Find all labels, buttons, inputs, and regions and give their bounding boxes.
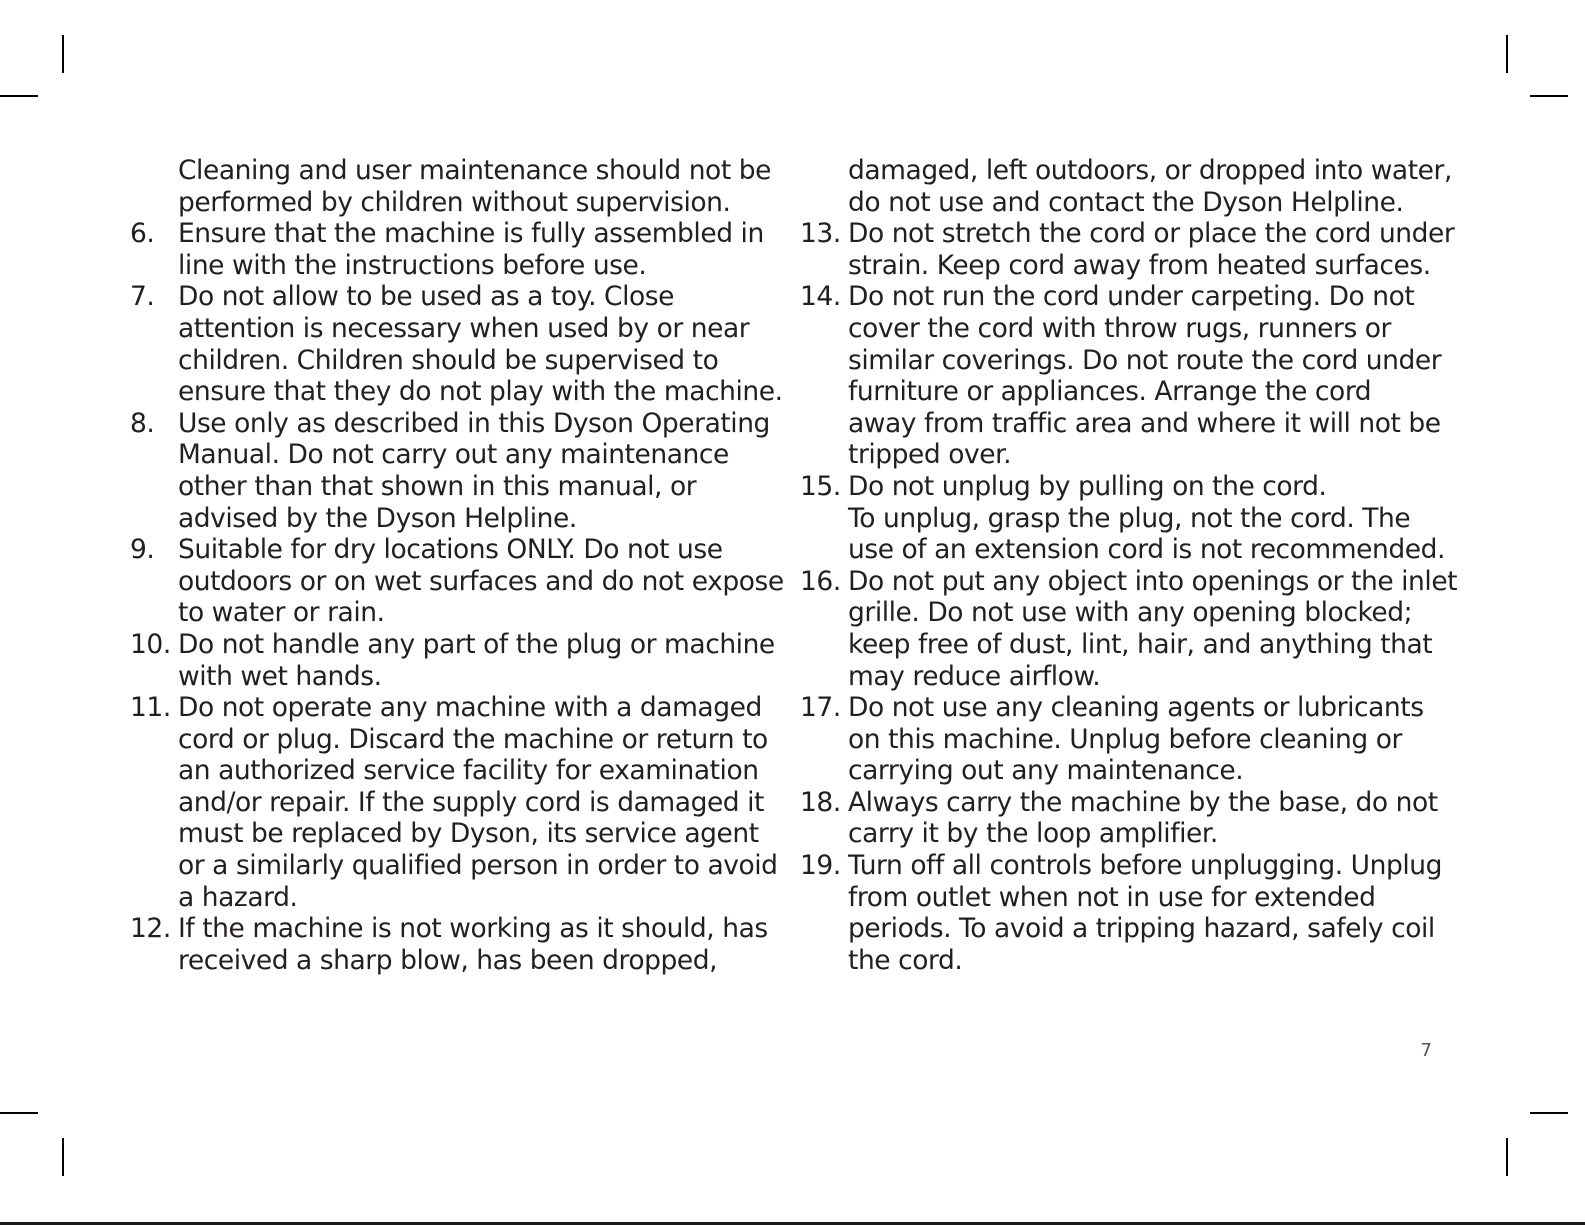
item-number: 17. (800, 692, 841, 724)
item-text-line: a hazard. (178, 881, 298, 913)
item-text-line: received a sharp blow, has been dropped, (178, 944, 718, 976)
item-text-line: Do not stretch the cord or place the cord under (848, 218, 1455, 250)
left-instructions-column (130, 155, 784, 976)
item-text-line: Cleaning and user maintenance should not be (178, 155, 771, 186)
safety-instruction-item (130, 629, 775, 692)
item-text-line: cord or plug. Discard the machine or return to (178, 723, 768, 755)
safety-instruction-item (800, 850, 1445, 976)
item-text-line: cover the cord with throw rugs, runners or (848, 312, 1391, 344)
item-number: 16. (800, 565, 841, 597)
item-text-line: tripped over. (848, 439, 1012, 471)
item-text-line: Do not run the cord under carpeting. Do not (848, 281, 1415, 313)
item-number: 15. (800, 470, 841, 502)
item-text-line: other than that shown in this manual, or (178, 470, 697, 502)
item-text-line: damaged, left outdoors, or dropped into water, (848, 155, 1452, 186)
item-text-line: or a similarly qualified person in order to avoid (178, 850, 778, 882)
item-number: 14. (800, 281, 841, 313)
crop-mark-bottom-right-horizontal (1530, 1112, 1568, 1114)
item-number: 7. (130, 281, 155, 313)
crop-mark-top-left-vertical (62, 35, 64, 73)
item-number: 13. (800, 218, 841, 250)
item-text-line: advised by the Dyson Helpline. (178, 502, 577, 534)
item-text-line: Do not unplug by pulling on the cord. (848, 470, 1327, 502)
crop-mark-bottom-right-vertical (1506, 1138, 1508, 1176)
item-text-line: Always carry the machine by the base, do not (848, 786, 1438, 818)
safety-instruction-item (800, 471, 1445, 566)
item-number: 11. (130, 692, 171, 724)
item-text-line: If the machine is not working as it should, has (178, 913, 768, 945)
item-text-line: keep free of dust, lint, hair, and anything that (848, 628, 1433, 660)
crop-mark-bottom-left-vertical (62, 1138, 64, 1176)
safety-instruction-item (800, 565, 1458, 692)
item-text-line: the cord. (848, 944, 963, 976)
item-text-line: outdoors or on wet surfaces and do not expose (178, 565, 784, 597)
item-number: 12. (130, 913, 171, 945)
safety-instruction-item (130, 534, 784, 629)
safety-instruction-item (130, 281, 783, 408)
item-text-line: strain. Keep cord away from heated surfaces. (848, 249, 1431, 281)
item-text-line: line with the instructions before use. (178, 249, 647, 281)
item-text-line: Do not allow to be used as a toy. Close (178, 281, 674, 313)
item-text-line: an authorized service facility for examination (178, 755, 759, 787)
item-text-line: may reduce airflow. (848, 660, 1101, 692)
item-text-line: Ensure that the machine is fully assembled in (178, 218, 764, 250)
item-text-line: Do not handle any part of the plug or machine (178, 628, 775, 660)
item-text-line: Suitable for dry locations ONLY. Do not use (178, 534, 723, 566)
safety-instruction-item (800, 281, 1445, 471)
safety-instruction-item (800, 218, 1455, 281)
item-text-line: ensure that they do not play with the machine. (178, 376, 783, 408)
item-text-line: Do not put any object into openings or the inlet (848, 565, 1458, 597)
item-text-line: use of an extension cord is not recommended. (848, 534, 1445, 566)
right-instructions-column (800, 155, 1458, 976)
item-text-line: do not use and contact the Dyson Helpline. (848, 186, 1404, 218)
crop-mark-top-right-vertical (1506, 35, 1508, 73)
item-text-line: furniture or appliances. Arrange the cord (848, 376, 1372, 408)
item-text-line: and/or repair. If the supply cord is damaged it (178, 786, 764, 818)
safety-instruction-item (130, 408, 775, 534)
item-number: 8. (130, 407, 155, 439)
safety-instruction-item (130, 913, 775, 976)
item-text-line: on this machine. Unplug before cleaning or (848, 723, 1402, 755)
safety-instruction-item (800, 692, 1445, 787)
crop-mark-bottom-left-horizontal (0, 1112, 38, 1114)
item-text-line: performed by children without supervision. (178, 186, 731, 218)
item-text-line: must be replaced by Dyson, its service agent (178, 818, 759, 850)
crop-mark-top-right-horizontal (1530, 95, 1568, 97)
item-text-line: with wet hands. (178, 660, 382, 692)
item-text-line: attention is necessary when used by or near (178, 312, 750, 344)
safety-instruction-item (130, 692, 778, 913)
item-text-line: carry it by the loop amplifier. (848, 818, 1218, 850)
crop-mark-top-left-horizontal (0, 95, 38, 97)
page-number: 7 (1420, 1040, 1432, 1061)
item-text-line: grille. Do not use with any opening blocked; (848, 597, 1413, 629)
safety-instruction-item (800, 787, 1445, 850)
safety-instruction-continuation (130, 155, 775, 218)
item-number: 6. (130, 218, 155, 250)
item-text-line: carrying out any maintenance. (848, 755, 1244, 787)
item-text-line: Do not operate any machine with a damaged (178, 692, 762, 724)
item-number: 9. (130, 534, 155, 566)
safety-instruction-item (130, 218, 775, 281)
item-text-line: similar coverings. Do not route the cord under (848, 344, 1442, 376)
item-text-line: To unplug, grasp the plug, not the cord. The (848, 502, 1411, 534)
item-number: 10. (130, 628, 171, 660)
item-text-line: away from traffic area and where it will not be (848, 407, 1441, 439)
item-text-line: children. Children should be supervised to (178, 344, 719, 376)
item-text-line: to water or rain. (178, 597, 385, 629)
item-text-line: periods. To avoid a tripping hazard, safely coil (848, 913, 1435, 945)
item-text-line: Manual. Do not carry out any maintenance (178, 439, 729, 471)
item-text-line: Turn off all controls before unplugging. Unplug (848, 850, 1442, 882)
item-number: 18. (800, 786, 841, 818)
safety-instruction-continuation (800, 155, 1452, 218)
item-number: 19. (800, 850, 841, 882)
item-text-line: from outlet when not in use for extended (848, 881, 1376, 913)
item-text-line: Use only as described in this Dyson Operating (178, 407, 770, 439)
item-text-line: Do not use any cleaning agents or lubricants (848, 692, 1424, 724)
